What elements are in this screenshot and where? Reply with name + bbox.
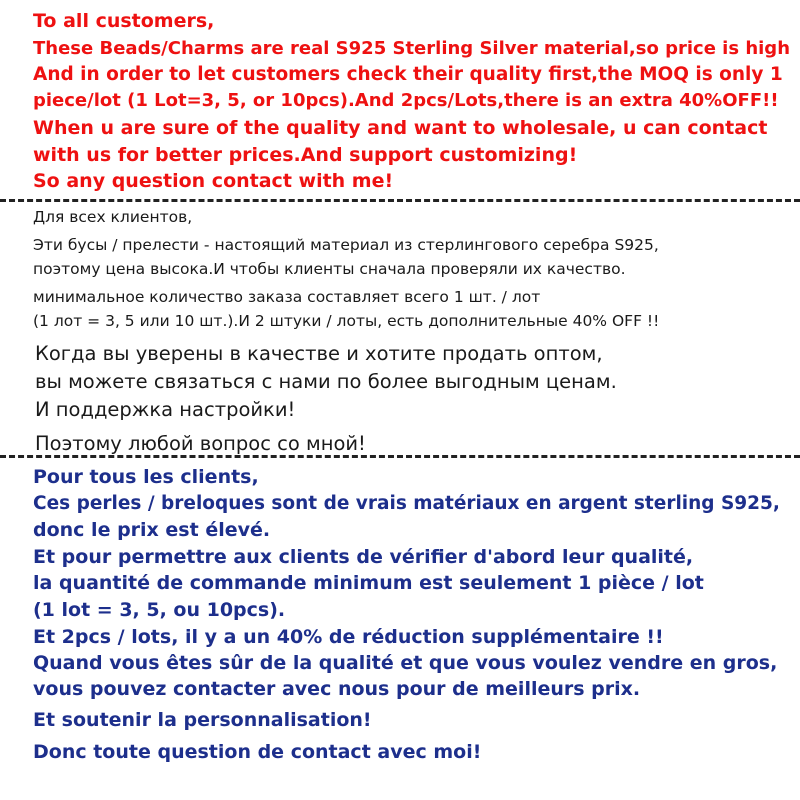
french-line-2: Ces perles / breloques sont de vrais matériaux en argent sterling S925, [33,493,780,514]
french-line-6: (1 lot = 3, 5, ou 10pcs). [33,599,286,621]
english-line-6: with us for better prices.And support customizing! [33,144,578,166]
french-line-8: Quand vous êtes sûr de la qualité et que vous voulez vendre en gros, [33,652,778,674]
french-line-9: vous pouvez contacter avec nous pour de meilleurs prix. [33,678,641,700]
english-line-3: And in order to let customers check their quality first,the MOQ is only 1 [33,64,783,85]
french-line-1: Pour tous les clients, [33,466,259,488]
russian-line-4: минимальное количество заказа составляет всего 1 шт. / лот [33,288,541,306]
russian-line-5: (1 лот = 3, 5 или 10 шт.).И 2 штуки / лоты, есть дополнительные 40% OFF !! [33,312,660,330]
section-divider-bottom [0,455,800,458]
russian-line-3: поэтому цена высока.И чтобы клиенты сначала проверяли их качество. [33,260,626,278]
russian-line-1: Для всех клиентов, [33,208,193,226]
russian-line-2: Эти бусы / прелести - настоящий материал из стерлингового серебра S925, [33,236,659,254]
section-divider-top [0,199,800,202]
english-line-1: To all customers, [33,10,215,32]
english-line-4: piece/lot (1 Lot=3, 5, or 10pcs).And 2pcs/Lots,there is an extra 40%OFF!! [33,90,779,111]
french-line-3: donc le prix est élevé. [33,519,271,541]
english-line-5: When u are sure of the quality and want to wholesale, u can contact [33,117,768,139]
russian-line-6: Когда вы уверены в качестве и хотите продать оптом, [35,342,603,365]
russian-line-8: И поддержка настройки! [35,398,296,421]
french-line-4: Et pour permettre aux clients de vérifier d'abord leur qualité, [33,546,694,568]
russian-line-9: Поэтому любой вопрос со мной! [35,432,366,455]
french-line-11: Donc toute question de contact avec moi! [33,741,482,763]
french-line-10: Et soutenir la personnalisation! [33,709,372,731]
russian-line-7: вы можете связаться с нами по более выгодным ценам. [35,370,617,393]
french-line-5: la quantité de commande minimum est seulement 1 pièce / lot [33,572,704,594]
french-line-7: Et 2pcs / lots, il y a un 40% de réduction supplémentaire !! [33,626,664,648]
english-line-7: So any question contact with me! [33,170,394,192]
english-line-2: These Beads/Charms are real S925 Sterling Silver material,so price is high [33,38,791,59]
